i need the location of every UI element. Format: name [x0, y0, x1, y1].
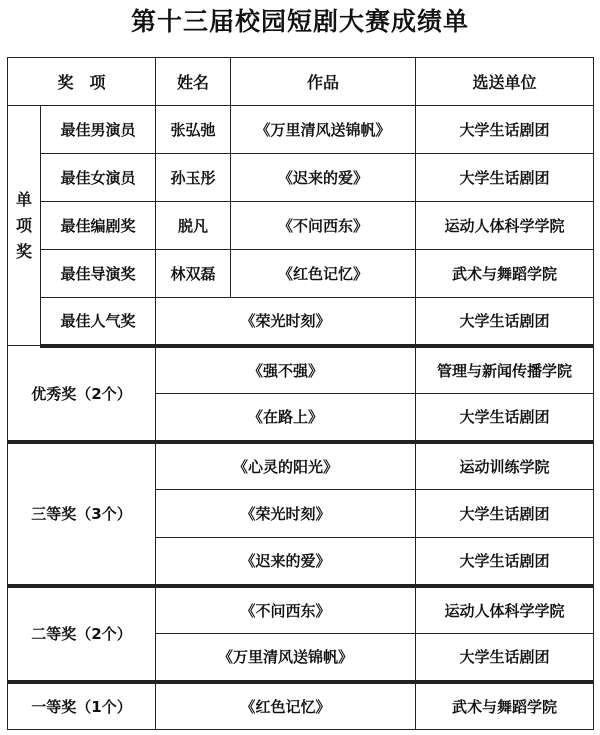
work-title: 《荣光时刻》 — [156, 298, 416, 346]
table-row — [8, 346, 594, 394]
unit-name: 大学生话剧团 — [416, 490, 594, 538]
person-name: 孙玉彤 — [156, 154, 231, 202]
unit-name: 大学生话剧团 — [416, 154, 594, 202]
first-award-category: 一等奖（1个） — [8, 682, 156, 730]
work-title: 《在路上》 — [156, 394, 416, 442]
work-title: 《红色记忆》 — [231, 250, 416, 298]
page-title: 第十三届校园短剧大赛成绩单 — [130, 7, 469, 36]
work-title: 《迟来的爱》 — [231, 154, 416, 202]
work-title: 《不问西东》 — [231, 202, 416, 250]
work-title: 《强不强》 — [156, 346, 416, 394]
header-name: 姓名 — [156, 58, 231, 106]
person-name: 脱凡 — [156, 202, 231, 250]
excellent-award-category: 优秀奖（2个） — [8, 346, 156, 442]
unit-name: 运动人体科学学院 — [416, 586, 594, 634]
results-table — [7, 57, 594, 730]
unit-name: 大学生话剧团 — [416, 106, 594, 154]
work-title: 《心灵的阳光》 — [156, 442, 416, 490]
unit-name: 武术与舞蹈学院 — [416, 250, 594, 298]
work-title: 《迟来的爱》 — [156, 538, 416, 586]
unit-name: 大学生话剧团 — [416, 298, 594, 346]
second-award-category: 二等奖（2个） — [8, 586, 156, 682]
unit-name: 运动人体科学学院 — [416, 202, 594, 250]
table-row — [8, 250, 594, 298]
table-row — [8, 442, 594, 490]
award-name: 最佳人气奖 — [41, 298, 156, 346]
award-name: 最佳编剧奖 — [41, 202, 156, 250]
results-table-wrapper — [7, 57, 593, 730]
unit-name: 大学生话剧团 — [416, 394, 594, 442]
work-title: 《红色记忆》 — [156, 682, 416, 730]
person-name: 林双磊 — [156, 250, 231, 298]
unit-name: 运动训练学院 — [416, 442, 594, 490]
table-row — [8, 682, 594, 730]
table-row — [8, 106, 594, 154]
award-name: 最佳导演奖 — [41, 250, 156, 298]
person-name: 张弘弛 — [156, 106, 231, 154]
unit-name: 管理与新闻传播学院 — [416, 346, 594, 394]
table-row — [8, 202, 594, 250]
award-name: 最佳男演员 — [41, 106, 156, 154]
header-work: 作品 — [231, 58, 416, 106]
work-title: 《万里清风送锦帆》 — [156, 634, 416, 682]
table-row — [8, 298, 594, 346]
unit-name: 武术与舞蹈学院 — [416, 682, 594, 730]
table-row — [8, 154, 594, 202]
header-award: 奖 项 — [8, 58, 156, 106]
work-title: 《荣光时刻》 — [156, 490, 416, 538]
work-title: 《不问西东》 — [156, 586, 416, 634]
header-unit: 选送单位 — [416, 58, 594, 106]
unit-name: 大学生话剧团 — [416, 634, 594, 682]
table-row — [8, 586, 594, 634]
single-award-category: 单 项 奖 — [8, 106, 41, 346]
table-header-row — [8, 58, 594, 106]
third-award-category: 三等奖（3个） — [8, 442, 156, 586]
award-name: 最佳女演员 — [41, 154, 156, 202]
unit-name: 大学生话剧团 — [416, 538, 594, 586]
work-title: 《万里清风送锦帆》 — [231, 106, 416, 154]
